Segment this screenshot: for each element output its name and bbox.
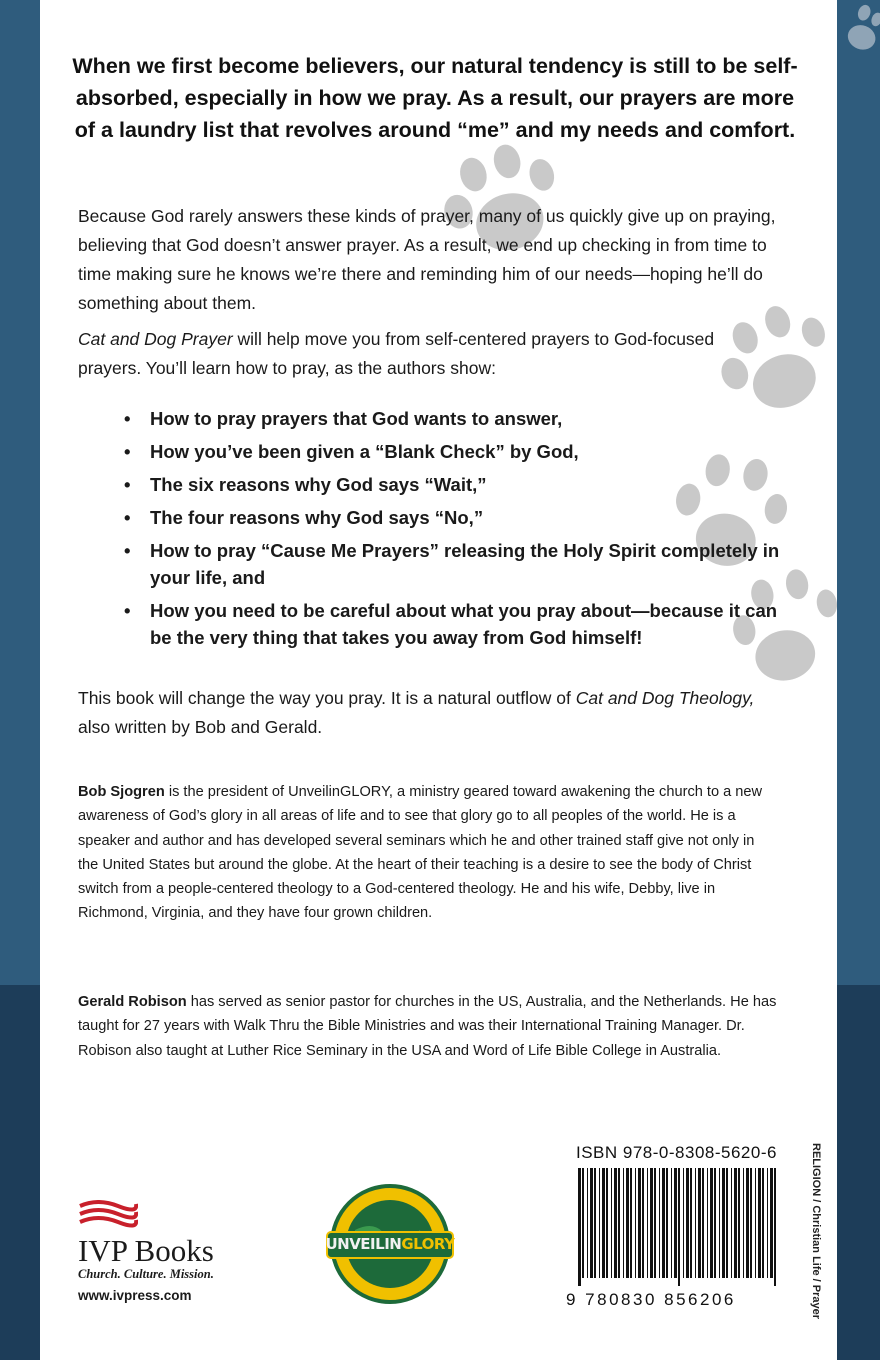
list-item: • The four reasons why God says “No,” — [120, 504, 780, 531]
list-item: • How you’ve been given a “Blank Check” by God, — [120, 438, 780, 465]
ministry-name — [325, 1235, 455, 1253]
barcode-bar — [642, 1168, 644, 1278]
barcode-bar — [626, 1168, 629, 1278]
back-cover-panel — [40, 0, 837, 1360]
barcode-bar — [683, 1168, 684, 1278]
barcode-digits: 9 780830 856206 — [566, 1290, 736, 1309]
barcode-bar — [690, 1168, 692, 1278]
related-title-italic: Cat and Dog Theology, — [575, 688, 755, 708]
barcode-bar — [762, 1168, 764, 1278]
author-bio-text: is the president of UnveilinGLORY, a ministry geared toward awakening the church to a new awareness of God’s glory in all areas of life and to see that glory go to all peoples of the world. He is a speaker and author and has developed several seminars which he and other trained staff give not only in the United States but around the globe. At the heart of their teaching is a desire to see the body of Christ switch from a people-centered theology to a God-centered theology. He and his wife, Debby, live in Richmond, Virginia, and they have four grown children. — [78, 784, 763, 922]
barcode-bar — [590, 1168, 593, 1278]
barcode-bar — [611, 1168, 612, 1278]
publisher-logo — [78, 1200, 228, 1303]
ministry-logo — [325, 1180, 455, 1308]
barcode-bar — [714, 1168, 716, 1278]
barcode-bar — [702, 1168, 704, 1278]
barcode-bar — [731, 1168, 732, 1278]
barcode-bar — [767, 1168, 768, 1278]
author-bio — [78, 990, 778, 1063]
benefit-list — [120, 405, 780, 657]
barcode-bar — [623, 1168, 624, 1278]
barcode-bar — [578, 1168, 581, 1286]
barcode-bar — [635, 1168, 636, 1278]
barcode-bar — [659, 1168, 660, 1278]
barcode-bar — [695, 1168, 696, 1278]
barcode-bar — [594, 1168, 596, 1278]
barcode-bar — [698, 1168, 701, 1278]
isbn-number: ISBN 978-0-8308-5620-6 — [576, 1143, 777, 1162]
barcode-bar — [654, 1168, 656, 1278]
barcode-bar — [647, 1168, 648, 1278]
barcode-bar — [666, 1168, 668, 1278]
barcode-bar — [671, 1168, 672, 1278]
list-item: • How to pray “Cause Me Prayers” releasing the Holy Spirit completely in your life, and — [120, 537, 780, 591]
barcode-bar — [743, 1168, 744, 1278]
paw-print-icon — [838, 0, 880, 60]
publisher-name: IVP Books — [78, 1233, 214, 1268]
description-paragraph: Because God rarely answers these kinds of prayer, many of us quickly give up on praying, believing that God doesn’t answer prayer. As a result, we end up checking in from time to time making sure he knows we’re there and reminding him of our needs—hoping he’ll do something about them. — [78, 206, 776, 313]
barcode-bar — [678, 1168, 680, 1286]
barcode-bar — [618, 1168, 620, 1278]
barcode-bar — [674, 1168, 677, 1278]
barcode-bar — [707, 1168, 708, 1278]
closing-text: also written by Bob and Gerald. — [78, 717, 323, 737]
barcode-bar — [726, 1168, 728, 1278]
author-name: Gerald Robison — [78, 994, 187, 1010]
description-text: will help move you from self-centered prayers to God-focused prayers. You’ll learn how to pray, as the authors show: — [78, 329, 715, 378]
barcode-bar — [734, 1168, 737, 1278]
book-title-italic: Cat and Dog Prayer — [78, 329, 233, 349]
description-paragraph — [78, 325, 778, 383]
barcode-bar — [606, 1168, 608, 1278]
barcode-bar — [758, 1168, 761, 1278]
ministry-name-part1: UNVEILIN — [325, 1235, 402, 1253]
category-label: RELIGION / Christian Life / Prayer — [810, 1143, 822, 1320]
barcode-bar — [710, 1168, 713, 1278]
ministry-name-part2: GLORY — [401, 1235, 455, 1253]
barcode-icon — [576, 1168, 782, 1286]
author-bio-text: has served as senior pastor for churches in the US, Australia, and the Netherlands. He has taught for 27 years with Walk Thru the Bible Ministries and was their International Training Manager. Dr. Robison also taught at Luther Rice Seminary in the USA and Word of Life Bible College in Australia. — [78, 994, 777, 1059]
closing-text: This book will change the way you pray. It is a natural outflow of — [78, 688, 576, 708]
barcode-bar — [738, 1168, 740, 1278]
barcode-bar — [630, 1168, 632, 1278]
barcode-bar — [755, 1168, 756, 1278]
ivp-flag-icon — [78, 1200, 138, 1230]
list-item: • The six reasons why God says “Wait,” — [120, 471, 780, 498]
barcode-bar — [638, 1168, 641, 1278]
intro-statement: When we first become believers, our natural tendency is still to be self-absorbed, especially in how we pray. As a result, our prayers are more of a laundry list that revolves around “me” and my needs and comfort. — [72, 54, 798, 142]
barcode-bar — [614, 1168, 617, 1278]
barcode-bar — [774, 1168, 776, 1286]
barcode-bar — [746, 1168, 749, 1278]
barcode-bar — [602, 1168, 605, 1278]
author-bio — [78, 780, 778, 926]
barcode-bar — [582, 1168, 584, 1278]
list-item: • How to pray prayers that God wants to answer, — [120, 405, 780, 432]
barcode-bar — [719, 1168, 720, 1278]
barcode-bar — [599, 1168, 600, 1278]
list-item: • How you need to be careful about what you pray about—because it can be the very thing that takes you away from God himself! — [120, 597, 780, 651]
closing-paragraph — [78, 684, 778, 742]
publisher-tagline: Church. Culture. Mission. — [78, 1267, 214, 1281]
barcode-bar — [662, 1168, 665, 1278]
barcode-bar — [587, 1168, 588, 1278]
barcode-bar — [722, 1168, 725, 1278]
barcode-bar — [650, 1168, 653, 1278]
author-name: Bob Sjogren — [78, 784, 165, 800]
barcode-bar — [770, 1168, 773, 1278]
publisher-url: www.ivpress.com — [78, 1288, 192, 1303]
barcode-bar — [750, 1168, 752, 1278]
barcode-bar — [686, 1168, 689, 1278]
